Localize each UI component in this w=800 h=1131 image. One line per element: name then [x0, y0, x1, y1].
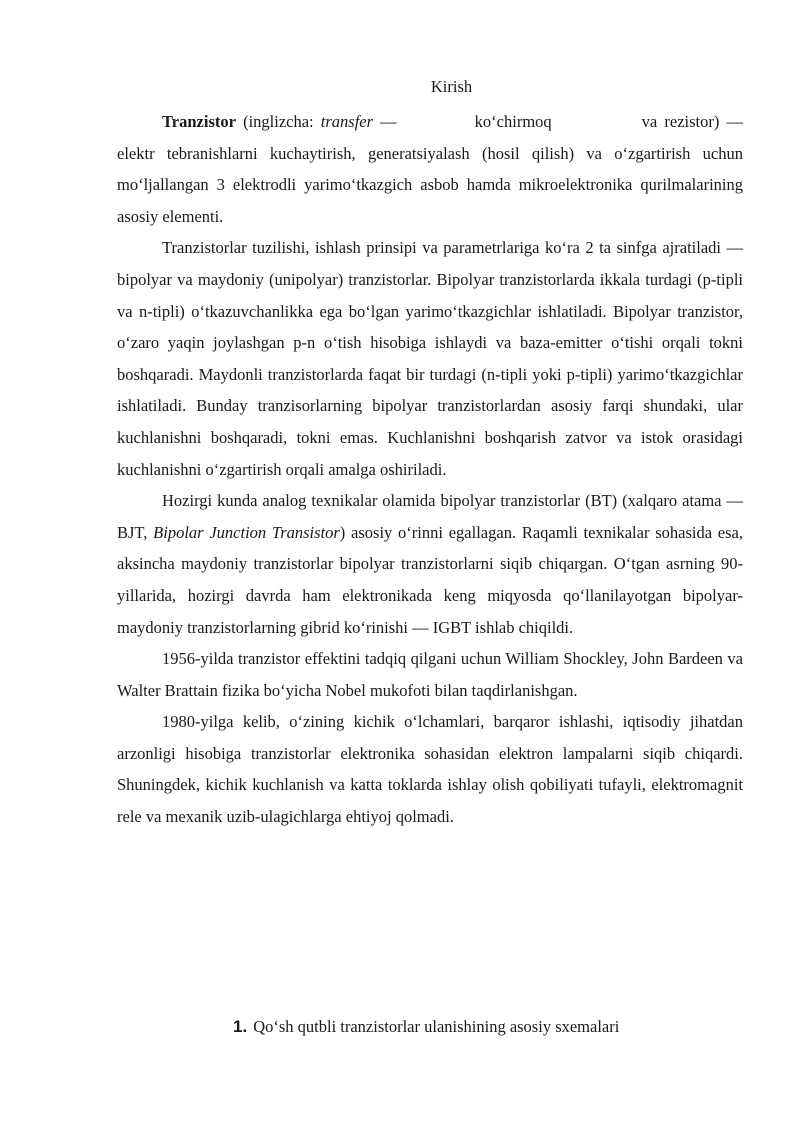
- section-number: 1.: [233, 1017, 248, 1036]
- intro-text-1: (inglizcha:: [235, 112, 321, 131]
- paragraph-5: 1980-yilga kelib, o‘zining kichik o‘lchamlari, barqaror ishlashi, iqtisodiy jihatdan arzonligi hisobiga tranzistorlar elektronika sohasidan elektron lampalarni siqib chiqardi. Shuningdek, kichik kuchlanish va katta toklarda ishlay olish qobiliyati tufayli, elektromagnit rele va mexanik uzib-ulagichlarga ehtiyoj qolmadi.: [117, 712, 743, 827]
- intro-word-1: ko‘chirmoq: [474, 112, 552, 131]
- paragraph-3-text-1: Hozirgi kunda analog texnikalar olamida bipolyar tranzistorlar (BT) (xalqaro atama — BJT,: [117, 491, 743, 542]
- document-body: [117, 106, 743, 833]
- paragraph-4: 1956-yilda tranzistor effektini tadqiq qilgani uchun William Shockley, John Bardeen va Walter Brattain fizika bo‘yicha Nobel mukofoti bilan taqdirlanishgan.: [117, 649, 743, 700]
- paragraph-2: Tranzistorlar tuzilishi, ishlash prinsipi va parametrlariga ko‘ra 2 ta sinfga ajratiladi — bipolyar va maydoniy (unipolyar) tranzistorlar. Bipolyar tranzistorlarda ikkala turdagi (p-tipli va n-tipli) o‘tkazuvchanlikka ega bo‘lgan yarimo‘tkazgichlar ishlatiladi. Bipolyar tranzistor, o‘zaro yaqin joylashgan p-n o‘tish hisobiga ishlaydi va baza-emitter o‘tishi orqali tokni boshqaradi. Maydonli tranzistorlarda faqat bir turdagi (n-tipli yoki p-tipli) yarimo‘tkazgichlar ishlatiladi. Bunday tranzisorlarning bipolyar tranzistorlardan asosiy farqi shundaki, ular kuchlanishni boshqaradi, tokni emas. Kuchlanishni boshqarish zatvor va istok orasidagi kuchlanishni o‘zgartirish orqali amalga oshiriladi.: [117, 238, 743, 479]
- page-title: Kirish: [430, 77, 473, 96]
- intro-text-3: rezistor) — elektr tebranishlarni kuchaytirish, generatsiyalash (hosil qilish) va o‘zgartirish uchun mo‘ljallangan 3 elektrodli yarimo‘tkazgich asbob hamda mikroelektronika qurilmalarining asosiy elementi.: [117, 112, 743, 226]
- section-title: Qo‘sh qutbli tranzistorlar ulanishining asosiy sxemalari: [253, 1017, 620, 1036]
- intro-text-2: —: [373, 112, 397, 131]
- section-heading: [233, 1017, 619, 1037]
- intro-paragraph: [117, 106, 743, 232]
- paragraph-3: [117, 485, 743, 643]
- paragraph-3-italic: Bipolar Junction Transistor: [153, 522, 340, 542]
- paragraph-3-text-2: ) asosiy o‘rinni egallagan. Raqamli texnikalar sohasida esa, aksincha maydoniy tranzistorlar bipolyar tranzistorlarni siqib chiqargan. O‘tgan asrning 90-yillarida, hozirgi davrda ham elektronikada keng miqyosda qo‘llanilayotgan bipolyar-maydoniy tranzistorlarning gibrid ko‘rinishi — IGBT ishlab chiqildi.: [117, 522, 743, 637]
- term-italic: transfer: [320, 112, 374, 131]
- term-bold: Tranzistor: [162, 112, 236, 131]
- intro-word-2: va: [641, 112, 658, 131]
